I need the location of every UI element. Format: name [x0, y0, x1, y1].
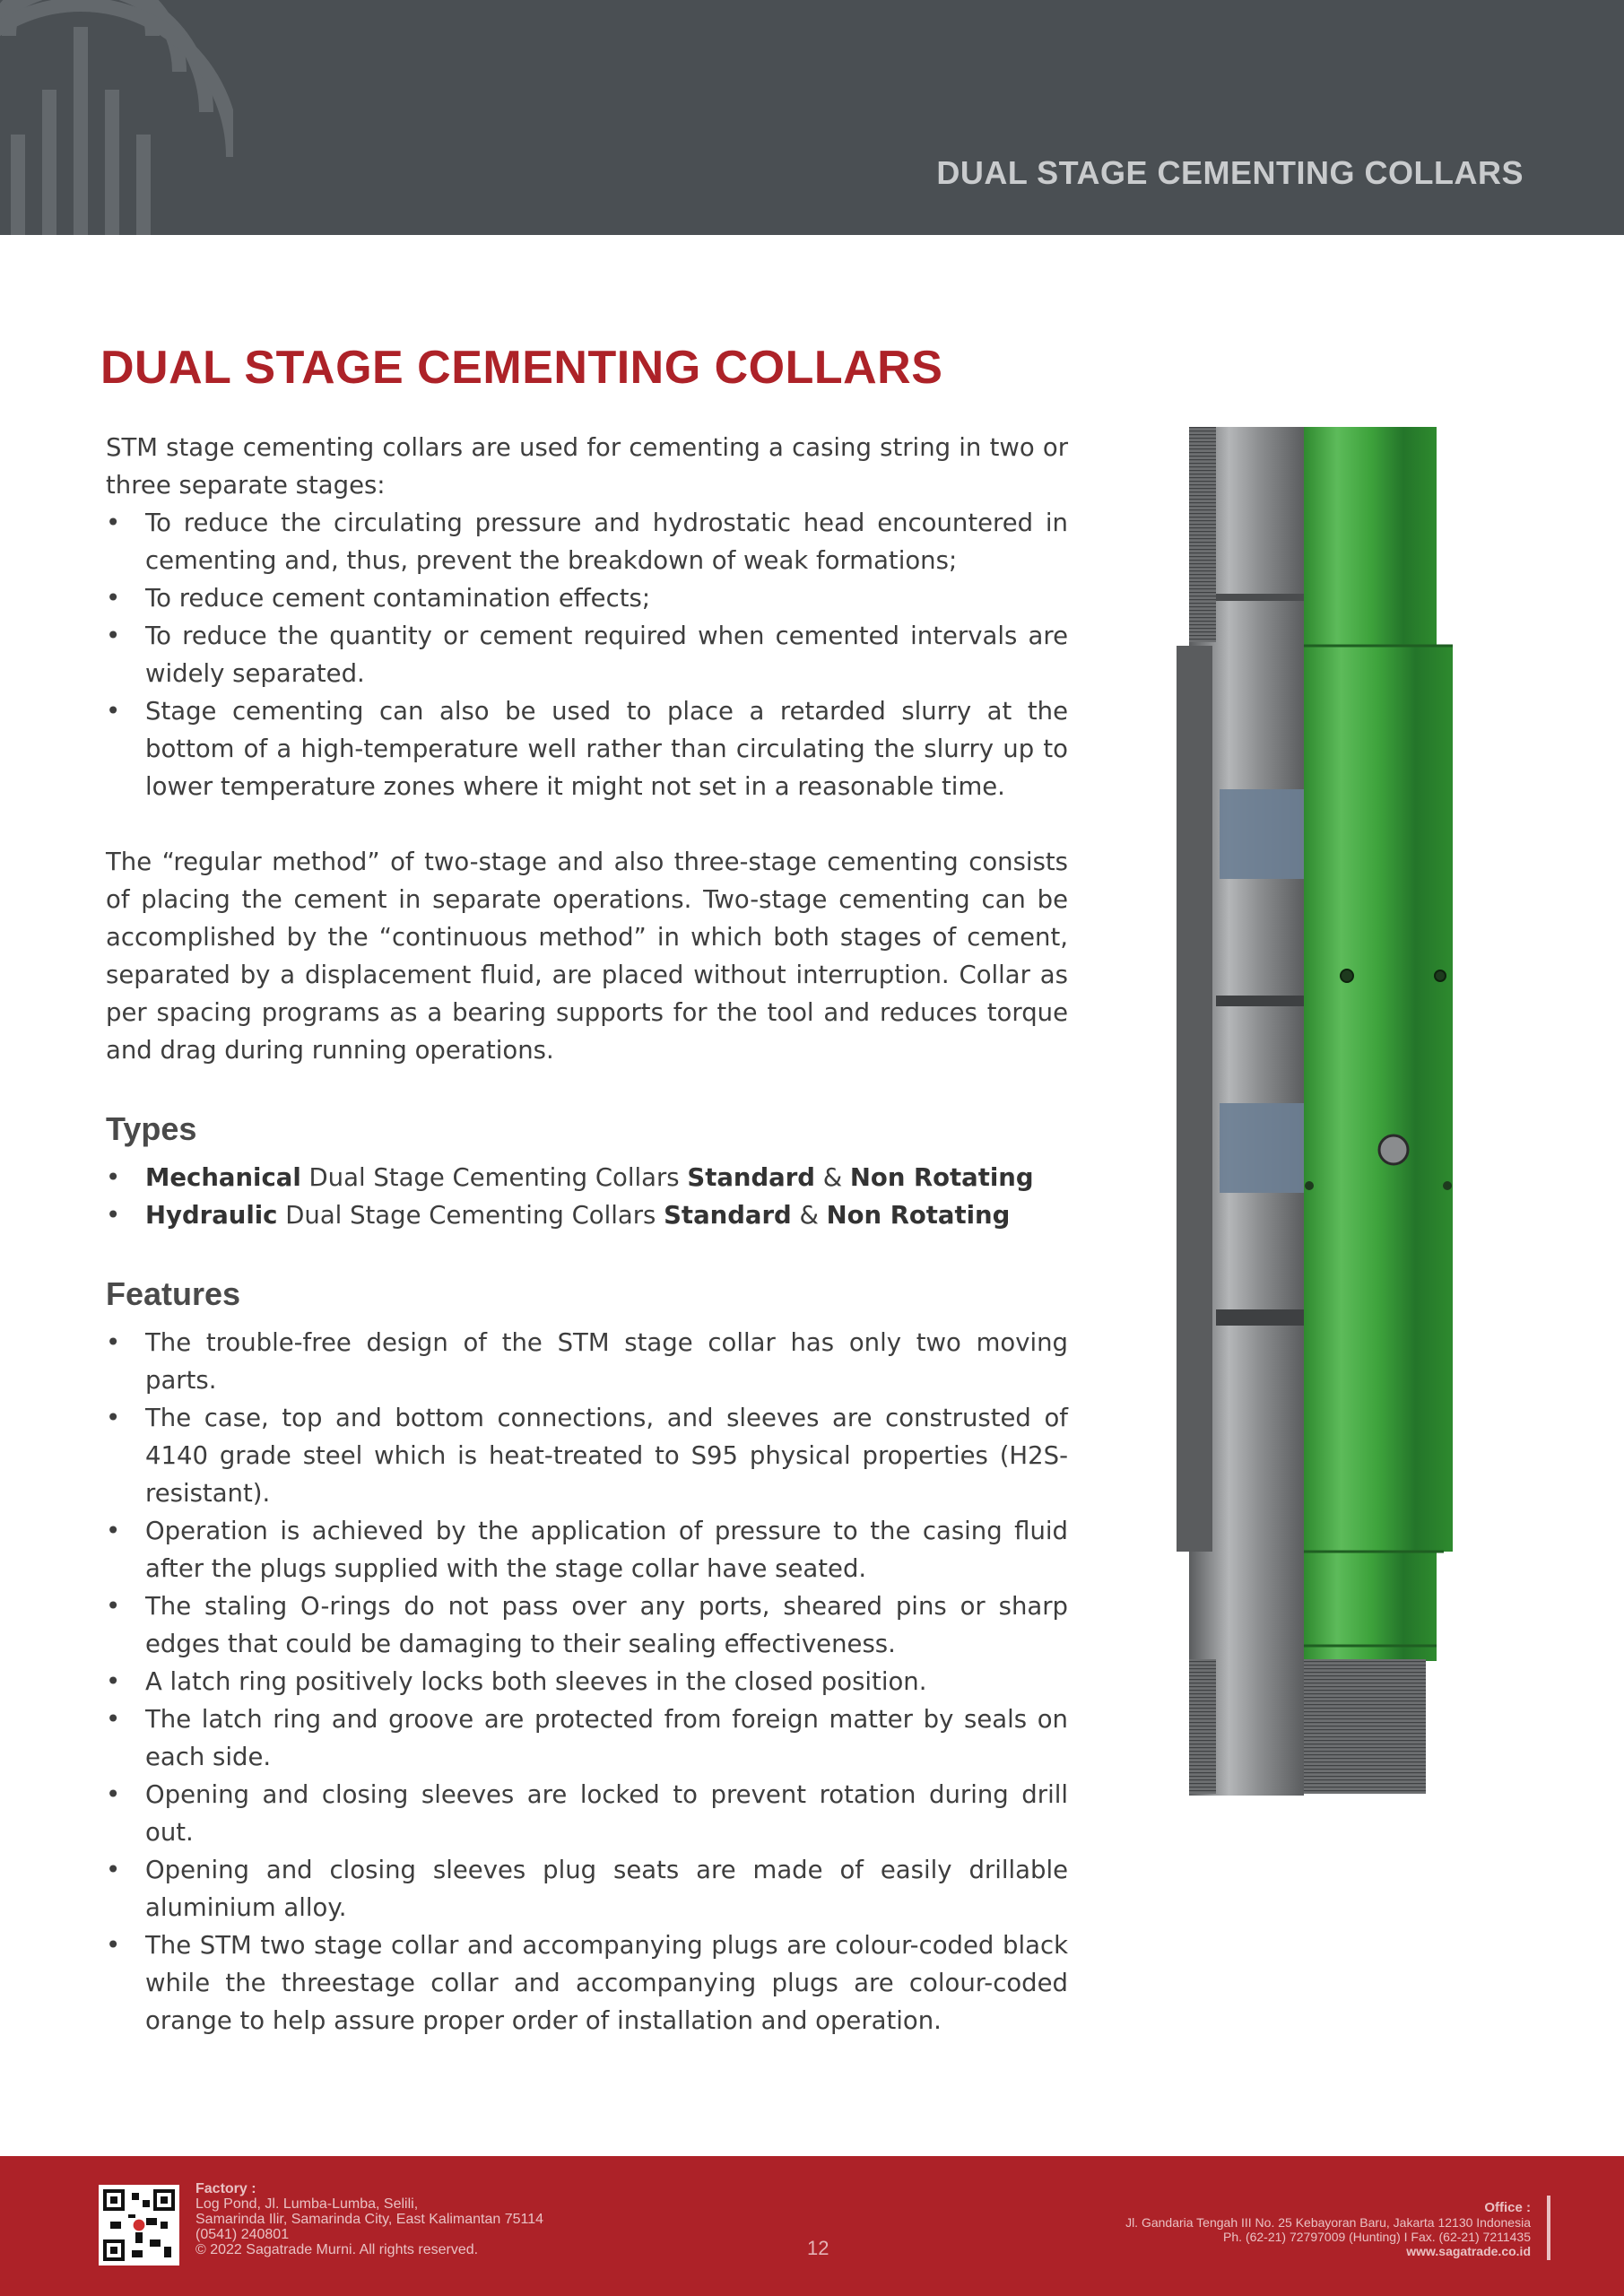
features-heading: Features	[106, 1275, 241, 1312]
list-item: • Opening and closing sleeves plug seats are made of easily drillable aluminium alloy.	[106, 1851, 1068, 1926]
page-footer	[0, 2156, 1624, 2296]
intro-bullet-list	[106, 504, 1068, 805]
features-list	[106, 1324, 1068, 2039]
type-name: Mechanical	[145, 1163, 301, 1192]
header-title: DUAL STAGE CEMENTING COLLARS	[936, 154, 1524, 191]
spacer	[106, 805, 1068, 843]
list-item	[106, 1159, 1068, 1196]
office-address	[1125, 2201, 1531, 2258]
list-item: • The latch ring and groove are protected from foreign matter by seals on each side.	[106, 1700, 1068, 1776]
list-item: • To reduce the circulating pressure and hydrostatic head encountered in cementing and, thus, prevent the breakdown of weak formations;	[106, 504, 1068, 579]
office-line: Jl. Gandaria Tengah III No. 25 Kebayoran Baru, Jakarta 12130 Indonesia	[1125, 2215, 1531, 2230]
types-heading: Types	[106, 1110, 197, 1147]
factory-line: Log Pond, Jl. Lumba-Lumba, Selili,	[195, 2196, 419, 2212]
list-item: • Opening and closing sleeves are locked to prevent rotation during drill out.	[106, 1776, 1068, 1851]
variant-non-rotating: Non Rotating	[849, 1163, 1034, 1192]
list-item	[106, 1196, 1068, 1234]
intro-paragraph: STM stage cementing collars are used for cementing a casing string in two or three separate stages:	[106, 433, 1068, 500]
list-item: • The case, top and bottom connections, and sleeves are construsted of 4140 grade steel which is heat-treated to S95 physical properties (H2S-resistant).	[106, 1399, 1068, 1512]
type-name: Hydraulic	[145, 1201, 278, 1230]
variant-standard: Standard	[687, 1163, 815, 1192]
variant-non-rotating: Non Rotating	[826, 1201, 1011, 1230]
factory-label: Factory :	[195, 2181, 256, 2196]
copyright: © 2022 Sagatrade Murni. All rights reserved.	[195, 2242, 479, 2257]
divider	[1547, 2196, 1550, 2260]
ampersand: &	[814, 1163, 850, 1192]
list-item: • A latch ring positively locks both sleeves in the closed position.	[106, 1663, 1068, 1700]
page-title: DUAL STAGE CEMENTING COLLARS	[100, 342, 943, 394]
list-item: • The STM two stage collar and accompanying plugs are colour-coded black while the threestage collar and accompanying plugs are colour-coded orange to help assure proper order of installation and operation.	[106, 1926, 1068, 2039]
office-line: Ph. (62-21) 72797009 (Hunting) I Fax. (62-21) 7211435	[1223, 2230, 1531, 2244]
list-item: • The trouble-free design of the STM stage collar has only two moving parts.	[106, 1324, 1068, 1399]
list-item: • To reduce the quantity or cement required when cemented intervals are widely separated.	[106, 617, 1068, 692]
types-list	[106, 1159, 1068, 1234]
tree-logo-icon	[0, 0, 233, 235]
main-content	[106, 429, 1068, 2039]
cementing-collar-illustration	[1166, 422, 1480, 1803]
factory-phone: (0541) 240801	[195, 2227, 290, 2242]
website-link[interactable]: www.sagatrade.co.id	[1406, 2244, 1531, 2258]
list-item: • To reduce cement contamination effects;	[106, 579, 1068, 617]
list-item: • Operation is achieved by the application of pressure to the casing fluid after the plugs supplied with the stage collar have seated.	[106, 1512, 1068, 1587]
page-header	[0, 0, 1624, 235]
list-item: • Stage cementing can also be used to place a retarded slurry at the bottom of a high-temperature well rather than circulating the slurry up to lower temperature zones where it might not set in a reasonable time.	[106, 692, 1068, 805]
page-number: 12	[807, 2237, 829, 2259]
factory-line: Samarinda Ilir, Samarinda City, East Kalimantan 75114	[195, 2212, 544, 2227]
list-item: • The staling O-rings do not pass over any ports, sheared pins or sharp edges that could be damaging to their sealing effectiveness.	[106, 1587, 1068, 1663]
factory-address	[195, 2181, 543, 2257]
method-paragraph: The “regular method” of two-stage and also three-stage cementing consists of placing the cement in separate operations. Two-stage cementing can be accomplished by the “continuous method” in which both stages of cement, separated by a displacement fluid, are placed without interruption. Collar as per spacing programs as a bearing supports for the tool and reduces torque and drag during running operations.	[106, 848, 1068, 1065]
office-label: Office :	[1484, 2200, 1531, 2215]
type-desc: Dual Stage Cementing Collars	[277, 1201, 664, 1230]
qr-code-icon	[99, 2185, 179, 2266]
ampersand: &	[791, 1201, 827, 1230]
variant-standard: Standard	[664, 1201, 792, 1230]
type-desc: Dual Stage Cementing Collars	[300, 1163, 688, 1192]
